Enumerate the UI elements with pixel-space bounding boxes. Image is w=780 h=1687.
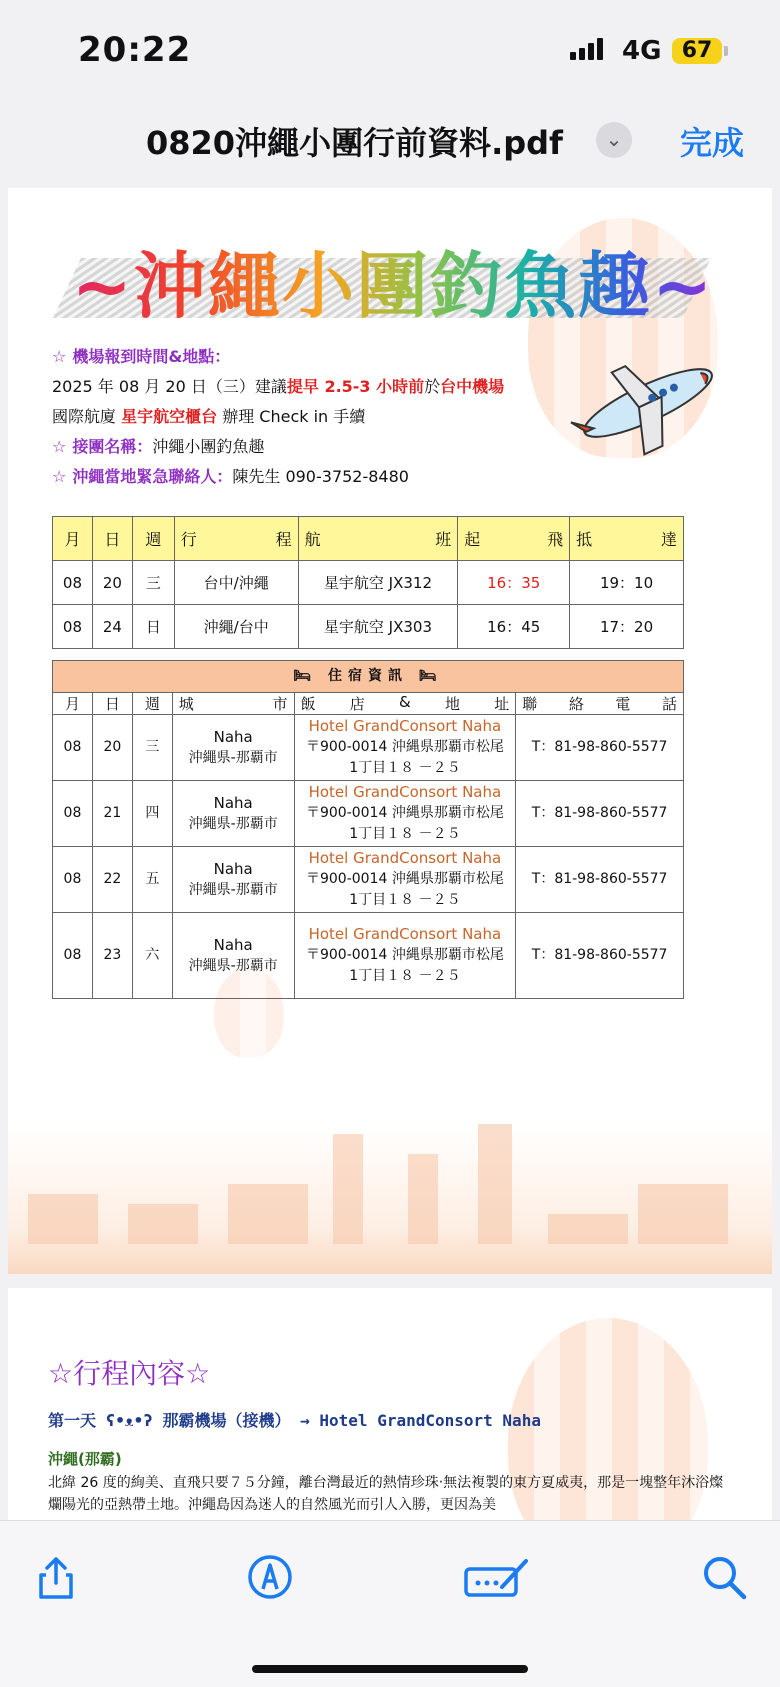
hotel-month: 08: [53, 715, 93, 781]
hotel-city: [172, 715, 294, 781]
markup-icon[interactable]: [246, 1553, 294, 1601]
hotel-phone: T：81-98-860-5577: [516, 913, 684, 999]
col-route: [174, 517, 298, 561]
contact-line: [52, 464, 409, 487]
col-h2: 店: [349, 695, 365, 713]
star-icon: ☆: [52, 467, 67, 486]
skyline-decoration: [8, 1124, 772, 1274]
itinerary-paragraph: 北緯 26 度的絢美、直飛只要７５分鐘，離台灣最近的熱情珍珠‧無法複製的東方夏威夷，那是一塊整年沐浴燦爛陽光的亞熱帶土地。沖繩島因為迷人的自然風光而引人入勝，更因為美: [48, 1475, 724, 1513]
hotel-table: [52, 660, 684, 999]
hotel-name: Hotel GrandConsort Naha: [308, 783, 502, 801]
banner-text: ~沖繩小團釣魚趣~: [53, 228, 733, 332]
col-week: 週: [132, 693, 172, 715]
flight-row: [53, 561, 684, 605]
contact-label: 沖繩當地緊急聯絡人：: [72, 467, 233, 486]
col-h5: 址: [494, 695, 510, 713]
hotel-name: Hotel GrandConsort Naha: [308, 717, 502, 735]
col-arrive: [570, 517, 684, 561]
counter-name: 星宇航空櫃台: [121, 407, 218, 426]
city-jp: 沖繩県-那覇市: [188, 881, 278, 898]
address-line-2: 1丁目１８ －２５: [349, 760, 461, 776]
airport-name: 台中機場: [440, 377, 505, 396]
star-icon: ☆: [52, 347, 67, 366]
col-day: 日: [92, 517, 132, 561]
city-en: Naha: [213, 727, 253, 746]
hotel-caption-text: 住宿資訊: [328, 668, 408, 684]
col-arr-b: 達: [660, 530, 677, 549]
flight-week: 三: [132, 561, 174, 605]
col-hotel-address: [294, 693, 516, 715]
hotel-row: [53, 715, 684, 781]
col-city: [172, 693, 294, 715]
hotel-city: [172, 847, 294, 913]
status-bar: [0, 0, 780, 100]
flight-number: 星宇航空 JX303: [298, 605, 458, 649]
hotel-address: [294, 715, 516, 781]
flight-day: 24: [92, 605, 132, 649]
hotel-caption: [53, 661, 684, 693]
hotel-phone: T：81-98-860-5577: [516, 781, 684, 847]
flight-month: 08: [53, 561, 93, 605]
date-line: [52, 374, 504, 397]
col-dep-a: 起: [464, 530, 481, 549]
col-arr-a: 抵: [576, 530, 593, 549]
search-icon[interactable]: [700, 1553, 748, 1601]
battery-tip: [724, 46, 728, 56]
hotel-row: [53, 781, 684, 847]
col-flight-a: 航: [304, 530, 321, 549]
hotel-week: 五: [132, 847, 172, 913]
flight-route: 沖繩/台中: [174, 605, 298, 649]
col-h3: &: [399, 693, 411, 711]
date-text: 2025 年 08 月 20 日（三）建議: [52, 377, 287, 396]
hotel-row: [53, 847, 684, 913]
bottom-toolbar: [0, 1520, 780, 1687]
city-en: Naha: [213, 859, 253, 878]
bed-icon: 🛏: [293, 668, 318, 684]
hotel-month: 08: [53, 847, 93, 913]
address-line-1: 〒900-0014 沖縄県那覇市松尾: [305, 947, 504, 963]
pdf-page-2[interactable]: [8, 1288, 772, 1520]
flight-header-row: [53, 517, 684, 561]
checkin-text: 辦理 Check in 手續: [217, 407, 366, 426]
col-h4: 地: [444, 695, 460, 713]
hotel-name: Hotel GrandConsort Naha: [308, 849, 502, 867]
hotel-month: 08: [53, 913, 93, 999]
hotel-city: [172, 913, 294, 999]
contact-value: 陳先生 090-3752-8480: [232, 467, 409, 486]
hotel-phone: T：81-98-860-5577: [516, 715, 684, 781]
hotel-week: 四: [132, 781, 172, 847]
tour-name-line: [52, 434, 264, 457]
flight-day: 20: [92, 561, 132, 605]
hotel-address: [294, 847, 516, 913]
flight-month: 08: [53, 605, 93, 649]
col-day: 日: [92, 693, 132, 715]
flight-arrive: 17：20: [570, 605, 684, 649]
airplane-icon: [568, 348, 728, 458]
col-phone: [516, 693, 684, 715]
home-indicator[interactable]: [252, 1665, 528, 1673]
address-line-2: 1丁目１８ －２５: [349, 968, 461, 984]
flight-arrive: 19：10: [570, 561, 684, 605]
hotel-caption-row: [53, 661, 684, 693]
flight-depart: 16：45: [458, 605, 570, 649]
hotel-week: 三: [132, 715, 172, 781]
hotel-city: [172, 781, 294, 847]
date-connector: 於: [424, 377, 441, 396]
itinerary-title: ☆行程內容☆: [48, 1357, 211, 1390]
city-jp: 沖繩県-那覇市: [188, 957, 278, 974]
airport-label-line: [52, 344, 230, 367]
airport-label: 機場報到時間&地點：: [72, 347, 231, 366]
col-dep-b: 飛: [547, 530, 564, 549]
hotel-day: 20: [92, 715, 132, 781]
col-flight-b: 班: [435, 530, 452, 549]
address-line-1: 〒900-0014 沖縄県那覇市松尾: [305, 871, 504, 887]
pdf-page-1[interactable]: [8, 188, 772, 1274]
title-banner: [53, 228, 733, 348]
status-time: 20:22: [78, 30, 192, 70]
address-line-1: 〒900-0014 沖縄県那覇市松尾: [305, 739, 504, 755]
col-month: 月: [53, 693, 93, 715]
city-jp: 沖繩県-那覇市: [188, 815, 278, 832]
city-jp: 沖繩県-那覇市: [188, 749, 278, 766]
star-icon: ☆: [52, 437, 67, 456]
city-en: Naha: [213, 793, 253, 812]
flight-depart: 16：35: [458, 561, 570, 605]
col-p1: 聯: [522, 695, 538, 713]
flight-table: [52, 516, 684, 649]
day-one-heading: 第一天 ʕ•ᴥ•ʔ 那霸機場（接機） → Hotel GrandConsort Naha: [48, 1411, 541, 1430]
address-line-2: 1丁目１８ －２５: [349, 892, 461, 908]
col-p3: 電: [615, 695, 631, 713]
tour-value: 沖繩小團釣魚趣: [152, 437, 265, 456]
chevron-down-icon[interactable]: ⌄: [596, 122, 632, 158]
early-note: 提早 2.5-3 小時前: [286, 377, 425, 396]
done-button[interactable]: 完成: [680, 124, 745, 162]
hotel-month: 08: [53, 781, 93, 847]
hotel-day: 21: [92, 781, 132, 847]
city-en: Naha: [213, 935, 253, 954]
flight-route: 台中/沖繩: [174, 561, 298, 605]
flight-week: 日: [132, 605, 174, 649]
col-city-b: 市: [272, 695, 288, 713]
signal-icon: [570, 38, 606, 60]
col-route-a: 行: [180, 530, 197, 549]
col-week: 週: [132, 517, 174, 561]
document-title[interactable]: 0820沖繩小團行前資料.pdf: [146, 124, 563, 162]
address-line-2: 1丁目１８ －２５: [349, 826, 461, 842]
battery-icon: 67: [672, 38, 722, 64]
share-icon[interactable]: [32, 1553, 80, 1601]
bed-icon: 🛏: [418, 668, 443, 684]
col-flight: [298, 517, 458, 561]
network-type: 4G: [622, 36, 662, 66]
hotel-phone: T：81-98-860-5577: [516, 847, 684, 913]
hotel-header-row: [53, 693, 684, 715]
location-subheading: 沖繩(那霸): [48, 1450, 122, 1468]
tour-label: 接團名稱：: [72, 437, 153, 456]
col-month: 月: [53, 517, 93, 561]
col-depart: [458, 517, 570, 561]
hotel-address: [294, 913, 516, 999]
col-route-b: 程: [275, 530, 292, 549]
col-h1: 飯: [300, 695, 316, 713]
col-city-a: 城: [178, 695, 194, 713]
terminal-text: 國際航廈: [52, 407, 122, 426]
hotel-name: Hotel GrandConsort Naha: [308, 925, 502, 943]
hotel-day: 23: [92, 913, 132, 999]
document-header: [0, 100, 780, 188]
flight-row: [53, 605, 684, 649]
terminal-line: [52, 404, 365, 427]
hotel-address: [294, 781, 516, 847]
address-line-1: 〒900-0014 沖縄県那覇市松尾: [305, 805, 504, 821]
col-p4: 話: [661, 695, 677, 713]
hotel-day: 22: [92, 847, 132, 913]
flight-number: 星宇航空 JX312: [298, 561, 458, 605]
hotel-week: 六: [132, 913, 172, 999]
signature-icon[interactable]: [462, 1553, 532, 1601]
col-p2: 絡: [568, 695, 584, 713]
hotel-row: [53, 913, 684, 999]
